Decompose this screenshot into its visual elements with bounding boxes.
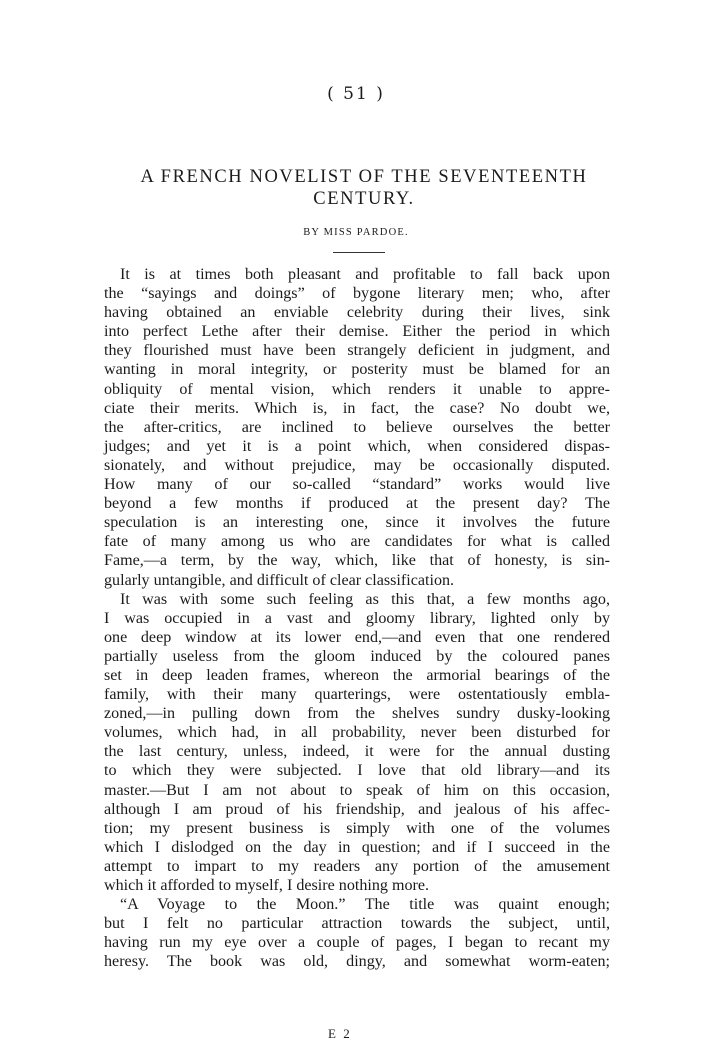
text-line: the last century, unless, indeed, it were for the annual dusting <box>104 743 610 761</box>
text-line: It was with some such feeling as this that, a few months ago, <box>120 590 610 608</box>
text-line: How many of our so-called “standard” works would live <box>104 476 610 494</box>
text-line: although I am proud of his friendship, and jealous of his affec- <box>104 800 610 818</box>
text-line: beyond a few months if produced at the present day? The <box>104 495 610 513</box>
text-line: attempt to impart to my readers any portion of the amusement <box>104 857 610 875</box>
text-line: the after-critics, are inclined to believe ourselves the better <box>104 418 610 436</box>
text-line: ciate their merits. Which is, in fact, the case? No doubt we, <box>104 399 610 417</box>
article-title <box>104 166 624 210</box>
text-line: master.—But I am not about to speak of him on this occasion, <box>104 781 610 799</box>
text-line: having obtained an enviable celebrity during their lives, sink <box>104 304 610 322</box>
text-line: but I felt no particular attraction towards the subject, until, <box>104 915 610 933</box>
text-line: sionately, and without prejudice, may be occasionally disputed. <box>104 456 610 474</box>
text-line: It is at times both pleasant and profitable to fall back upon <box>120 266 610 283</box>
article-body <box>104 265 610 971</box>
signature-mark: E 2 <box>328 1026 352 1041</box>
title-line-2: CENTURY. <box>313 189 415 209</box>
text-line: family, with their many quarterings, were ostentatiously embla- <box>104 686 610 704</box>
page-number: ( 51 ) <box>327 84 385 104</box>
text-line: which I dislodged on the day in question; and if I succeed in the <box>104 838 610 856</box>
text-line: tion; my present business is simply with one of the volumes <box>104 819 610 837</box>
text-line: volumes, which had, in all probability, never been disturbed for <box>104 724 610 742</box>
text-line: gularly untangible, and difficult of clear classification. <box>104 571 455 589</box>
text-line: into perfect Lethe after their demise. Either the period in which <box>104 323 610 341</box>
text-line: I was occupied in a vast and gloomy library, lighted only by <box>104 609 610 627</box>
text-line: set in deep leaden frames, whereon the armorial bearings of the <box>104 666 610 684</box>
text-line: one deep window at its lower end,—and even that one rendered <box>104 628 610 646</box>
text-line: obliquity of mental vision, which renders it unable to appre- <box>104 380 610 398</box>
author-byline: BY MISS PARDOE. <box>303 227 409 238</box>
text-line: heresy. The book was old, dingy, and somewhat worm-eaten; <box>104 953 610 971</box>
text-line: which it afforded to myself, I desire nothing more. <box>104 877 430 894</box>
text-line: having run my eye over a couple of pages, I began to recant my <box>104 934 610 952</box>
text-line: partially useless from the gloom induced by the coloured panes <box>104 647 610 665</box>
text-line: to which they were subjected. I love that old library—and its <box>104 762 610 780</box>
text-line: the “sayings and doings” of bygone literary men; who, after <box>104 285 610 303</box>
text-line: judges; and yet it is a point which, when considered dispas- <box>104 437 610 455</box>
text-line: wanting in moral integrity, or posterity must be blamed for an <box>104 361 610 379</box>
title-divider <box>333 252 385 253</box>
text-line: fate of many among us who are candidates for what is called <box>104 533 610 551</box>
text-line: Fame,—a term, by the way, which, like that of honesty, is sin- <box>104 552 610 570</box>
title-line-1: A FRENCH NOVELIST OF THE SEVENTEENTH <box>140 167 588 187</box>
text-line: they flourished must have been strangely deficient in judgment, and <box>104 342 610 360</box>
text-line: “A Voyage to the Moon.” The title was quaint enough; <box>120 896 610 914</box>
text-line: speculation is an interesting one, since it involves the future <box>104 514 610 532</box>
text-line: zoned,—in pulling down from the shelves sundry dusky-looking <box>104 705 610 723</box>
